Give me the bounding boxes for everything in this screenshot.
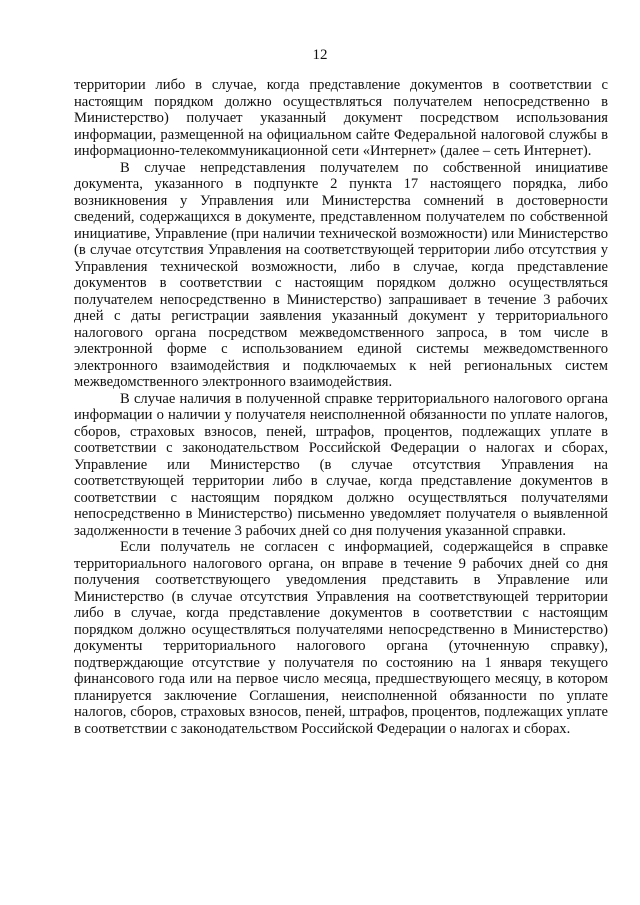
paragraph-disagreement: Если получатель не согласен с информацией, содержащейся в справке территориального налогового органа, он вправе в течение 9 рабочих дней со дня получения соответствующего уведомления представить в Управление или Министерство (в случае отсутствия Управления на соответствующей территории либо в случае, когда представление документов в соответствии с настоящим порядком должно осуществляться получателями непосредственно в Министерство) документы территориального налогового органа (уточненную справку), подтверждающие отсутствие у получателя по состоянию на 1 января текущего финансового года или на первое число месяца, предшествующего месяцу, в котором планируется заключение Соглашения, неисполненной обязанности по уплате налогов, сборов, страховых взносов, пеней, штрафов, процентов, подлежащих уплате в соответствии с законодательством Российской Федерации о налогах и сборах. xyxy=(74,539,608,737)
paragraph-nonsubmission: В случае непредставления получателем по собственной инициативе документа, указанного в подпункте 2 пункта 17 настоящего порядка, либо возникновения у Управления или Министерства сомнений в достоверности сведений, содержащихся в документе, представленном получателем по собственной инициативе, Управление (при наличии технической возможности) или Министерство (в случае отсутствия Управления на соответствующей территории либо отсутствия у Управления технической возможности, либо в случае, когда представление документов в соответствии с настоящим порядком должно осуществляться получателем непосредственно в Министерство) запрашивает в течение 3 рабочих дней с даты регистрации заявления указанный документ у территориального налогового органа посредством межведомственного запроса, в том числе в электронной форме с использованием единой системы межведомственного электронного взаимодействия и подключаемых к ней региональных систем межведомственного электронного взаимодействия. xyxy=(74,159,608,390)
page-number: 12 xyxy=(312,47,328,63)
paragraph-continuation: территории либо в случае, когда представление документов в соответствии с настоящим порядком должно осуществляться получателем непосредственно в Министерство) получает указанный документ посредством использования информации, размещенной на официальном сайте Федеральной налоговой службы в информационно-телекоммуникационной сети «Интернет» (далее – сеть Интернет). xyxy=(74,77,608,159)
paragraph-tax-debt-notice: В случае наличия в полученной справке территориального налогового органа информации о наличии у получателя неисполненной обязанности по уплате налогов, сборов, страховых взносов, пеней, штрафов, процентов, подлежащих уплате в соответствии с законодательством Российской Федерации о налогах и сборах, Управление или Министерство (в случае отсутствия Управления на соответствующей территории либо в случае, когда представление документов в соответствии с настоящим порядком должно осуществляться получателями непосредственно в Министерство) письменно уведомляет получателя о выявленной задолженности в течение 3 рабочих дней со дня получения указанной справки. xyxy=(74,390,608,539)
document-body xyxy=(74,77,608,737)
